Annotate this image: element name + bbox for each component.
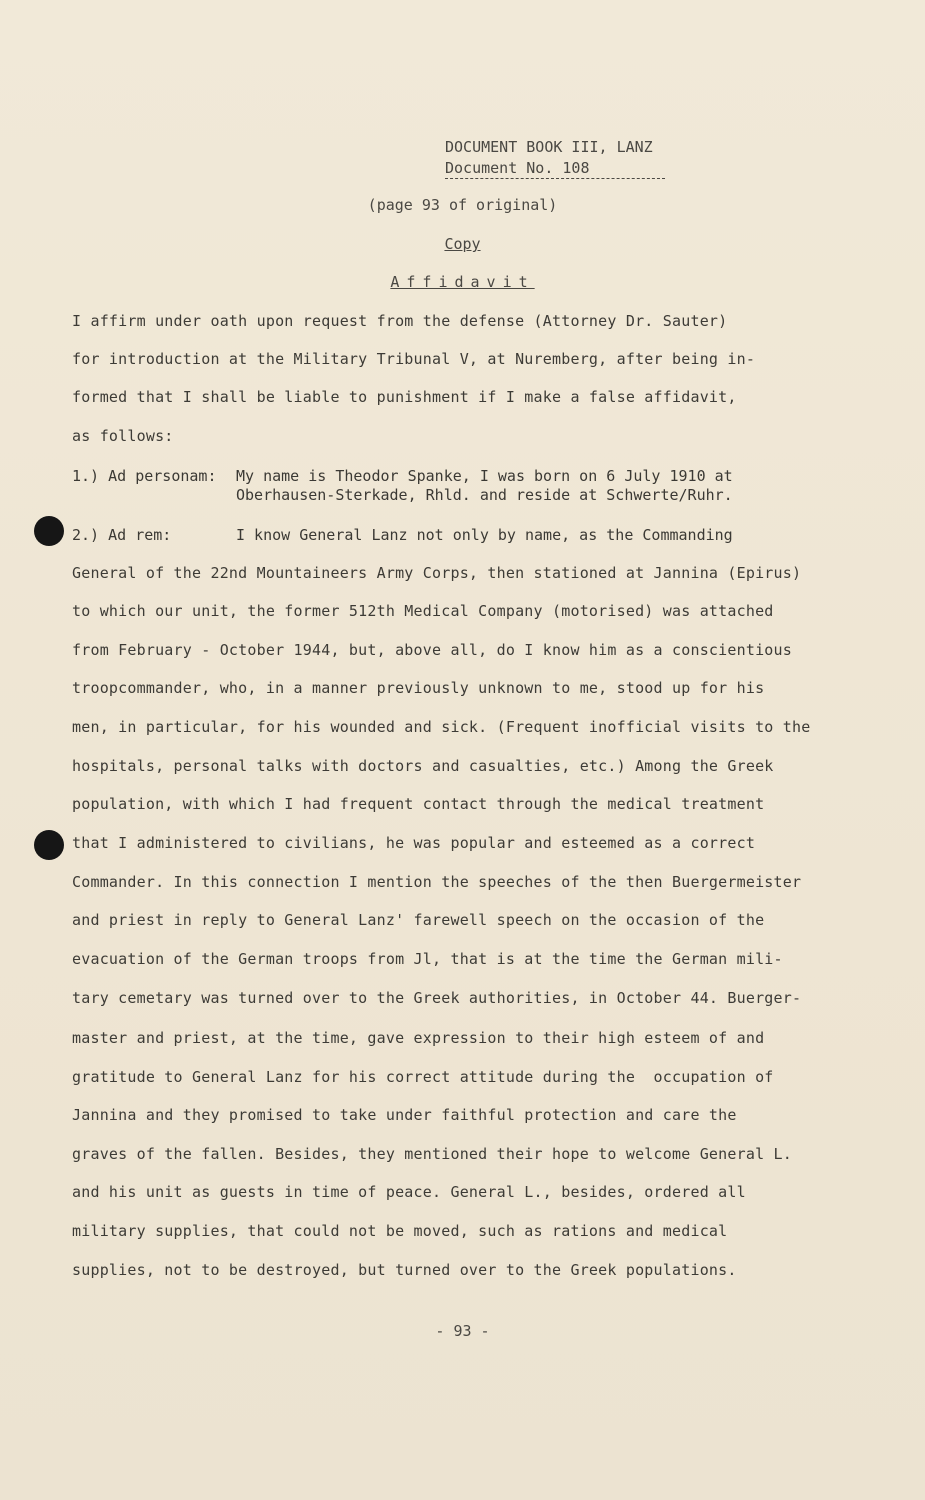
body-line: that I administered to civilians, he was popular and esteemed as a correct [72, 834, 756, 852]
body-line: master and priest, at the time, gave expression to their high esteem of and [72, 1029, 765, 1047]
intro-line: formed that I shall be liable to punishment if I make a false affidavit, [72, 388, 737, 406]
body-line: tary cemetary was turned over to the Greek authorities, in October 44. Buerger- [72, 989, 802, 1007]
body-line: and priest in reply to General Lanz' farewell speech on the occasion of the [72, 911, 765, 929]
body-line: to which our unit, the former 512th Medical Company (motorised) was attached [72, 602, 774, 620]
item1-label: 1.) Ad personam: [72, 467, 217, 485]
body-line: from February - October 1944, but, above all, do I know him as a conscientious [72, 641, 792, 659]
document-number-line: Document No. 108 [445, 159, 590, 177]
affidavit-title: Affidavit [390, 273, 535, 291]
item1-line1: My name is Theodor Spanke, I was born on 6 July 1910 at [236, 467, 733, 485]
intro-line: as follows: [72, 427, 174, 445]
body-line: population, with which I had frequent contact through the medical treatment [72, 795, 765, 813]
punch-hole-top [34, 516, 64, 546]
body-line: graves of the fallen. Besides, they mentioned their hope to welcome General L. [72, 1145, 792, 1163]
intro-line: for introduction at the Military Tribunal V, at Nuremberg, after being in- [72, 350, 756, 368]
body-line: evacuation of the German troops from Jl, that is at the time the German mili- [72, 950, 783, 968]
body-line: General of the 22nd Mountaineers Army Corps, then stationed at Jannina (Epirus) [72, 564, 802, 582]
copy-label: Copy [444, 235, 481, 253]
item2-label: 2.) Ad rem: [72, 526, 172, 544]
body-line: military supplies, that could not be moved, such as rations and medical [72, 1222, 728, 1240]
intro-line: I affirm under oath upon request from the defense (Attorney Dr. Sauter) [72, 312, 728, 330]
body-line: troopcommander, who, in a manner previously unknown to me, stood up for his [72, 679, 765, 697]
document-header [445, 137, 653, 179]
body-line: hospitals, personal talks with doctors and casualties, etc.) Among the Greek [72, 757, 774, 775]
body-line: gratitude to General Lanz for his correct attitude during the occupation of [72, 1068, 774, 1086]
copy-label-wrap [0, 235, 925, 253]
item2-first-line: I know General Lanz not only by name, as the Commanding [236, 526, 733, 544]
body-line: Commander. In this connection I mention the speeches of the then Buergermeister [72, 873, 802, 891]
page-reference: (page 93 of original) [367, 196, 558, 214]
body-line: and his unit as guests in time of peace. General L., besides, ordered all [72, 1183, 746, 1201]
body-line: men, in particular, for his wounded and sick. (Frequent inofficial visits to the [72, 718, 811, 736]
punch-hole-bottom [34, 830, 64, 860]
document-book-line: DOCUMENT BOOK III, LANZ [445, 138, 653, 156]
body-line: supplies, not to be destroyed, but turned over to the Greek populations. [72, 1261, 737, 1279]
page-number: - 93 - [435, 1322, 490, 1340]
header-rule [445, 178, 665, 179]
title-wrap [0, 273, 925, 291]
body-line: Jannina and they promised to take under faithful protection and care the [72, 1106, 737, 1124]
item1-line2: Oberhausen-Sterkade, Rhld. and reside at Schwerte/Ruhr. [236, 486, 733, 504]
